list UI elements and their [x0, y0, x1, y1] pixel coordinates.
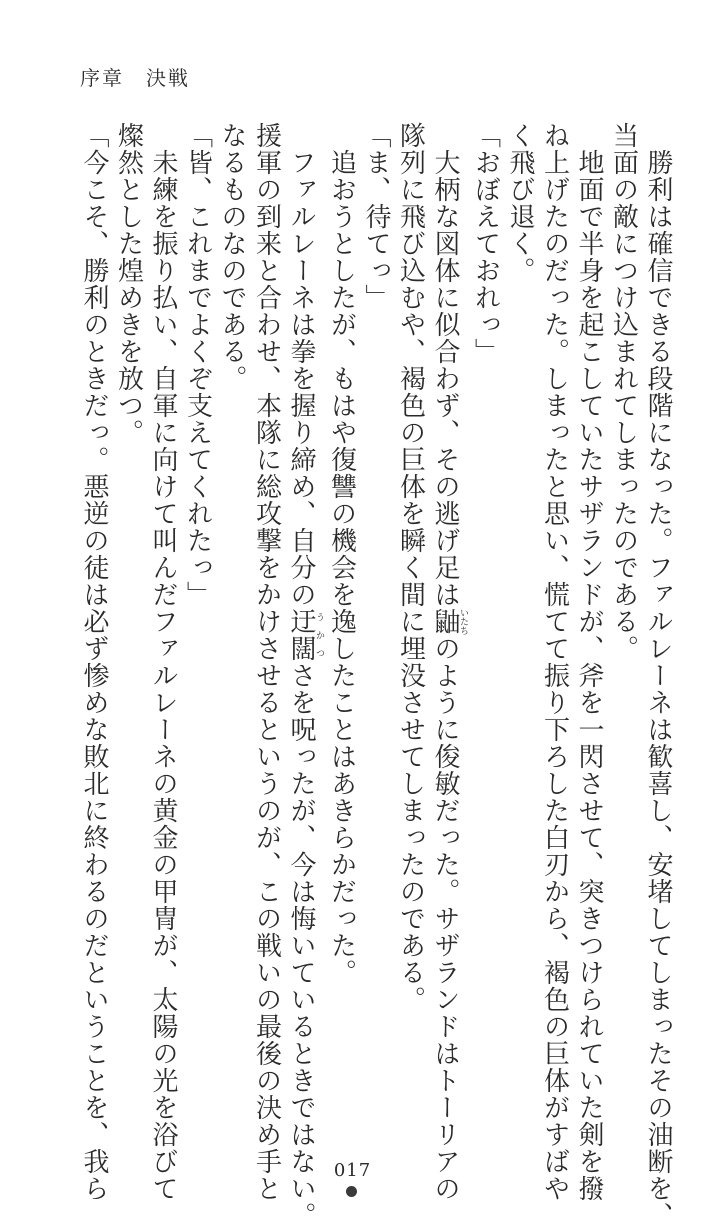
- paragraph-2-cont: ね上げたのだった。しまったと思い、慌てて振り下ろした白刃から、褐色の巨体がすばや: [539, 122, 570, 1202]
- page-dot-ornament: [346, 1186, 357, 1197]
- page-number: 017: [333, 1160, 372, 1181]
- paragraph-3-cont: 隊列に飛び込むや、褐色の巨体を瞬く間に埋没させてしまったのである。: [395, 122, 426, 1013]
- paragraph-5-end: なるものなのである。: [217, 122, 247, 392]
- dialogue-4: 「今こそ、勝利のときだっ。悪逆の徒は必ず惨めな敗北に終わるのだということを、我ら: [79, 122, 109, 1202]
- dialogue-2: 「ま、待てっ」: [361, 122, 391, 311]
- paragraph-1: 勝利は確信できる段階になった。ファルレーネは歓喜し、安堵してしまったその油断を、: [643, 149, 673, 1229]
- ruby-ukatsu: 迂闊うかつ: [286, 608, 324, 662]
- paragraph-6: 未練を振り払い、自軍に向けて叫んだファルレーネの黄金の甲冑が、太陽の光を浴びて: [148, 149, 178, 1202]
- chapter-header: 序章 決戦: [80, 66, 190, 90]
- paragraph-5: ファルレーネは拳を握り締め、自分の迂闊うかつさを呪ったが、今は悔いているときではない。: [286, 149, 324, 1229]
- paragraph-2: 地面で半身を起こしていたサザランドが、斧を一閃させて、突きつけられていた剣を撥: [574, 149, 604, 1202]
- dialogue-1: 「おぼえておれっ」: [470, 122, 501, 365]
- ruby-itachi: 鼬いたち: [430, 608, 468, 635]
- paragraph-5-cont: 援軍の到来と合わせ、本隊に総攻撃をかけさせるというのが、この戦いの最後の決め手と: [251, 122, 282, 1202]
- paragraph-3: 大柄な図体に似合わず、その逃げ足は鼬いたちのように俊敏だった。サザランドはトーリアの: [430, 149, 468, 1202]
- paragraph-6-cont: 燦然とした煌めきを放つ。: [113, 122, 144, 446]
- paragraph-2-end: く飛び退く。: [505, 122, 535, 284]
- paragraph-1-cont: 当面の敵につけ込まれてしまったのである。: [608, 122, 639, 662]
- paragraph-4: 追おうとしたが、もはや復讐の機会を逸したことはあきらかだった。: [326, 149, 357, 986]
- dialogue-3: 「皆、これまでよくぞ支えてくれたっ」: [182, 122, 213, 608]
